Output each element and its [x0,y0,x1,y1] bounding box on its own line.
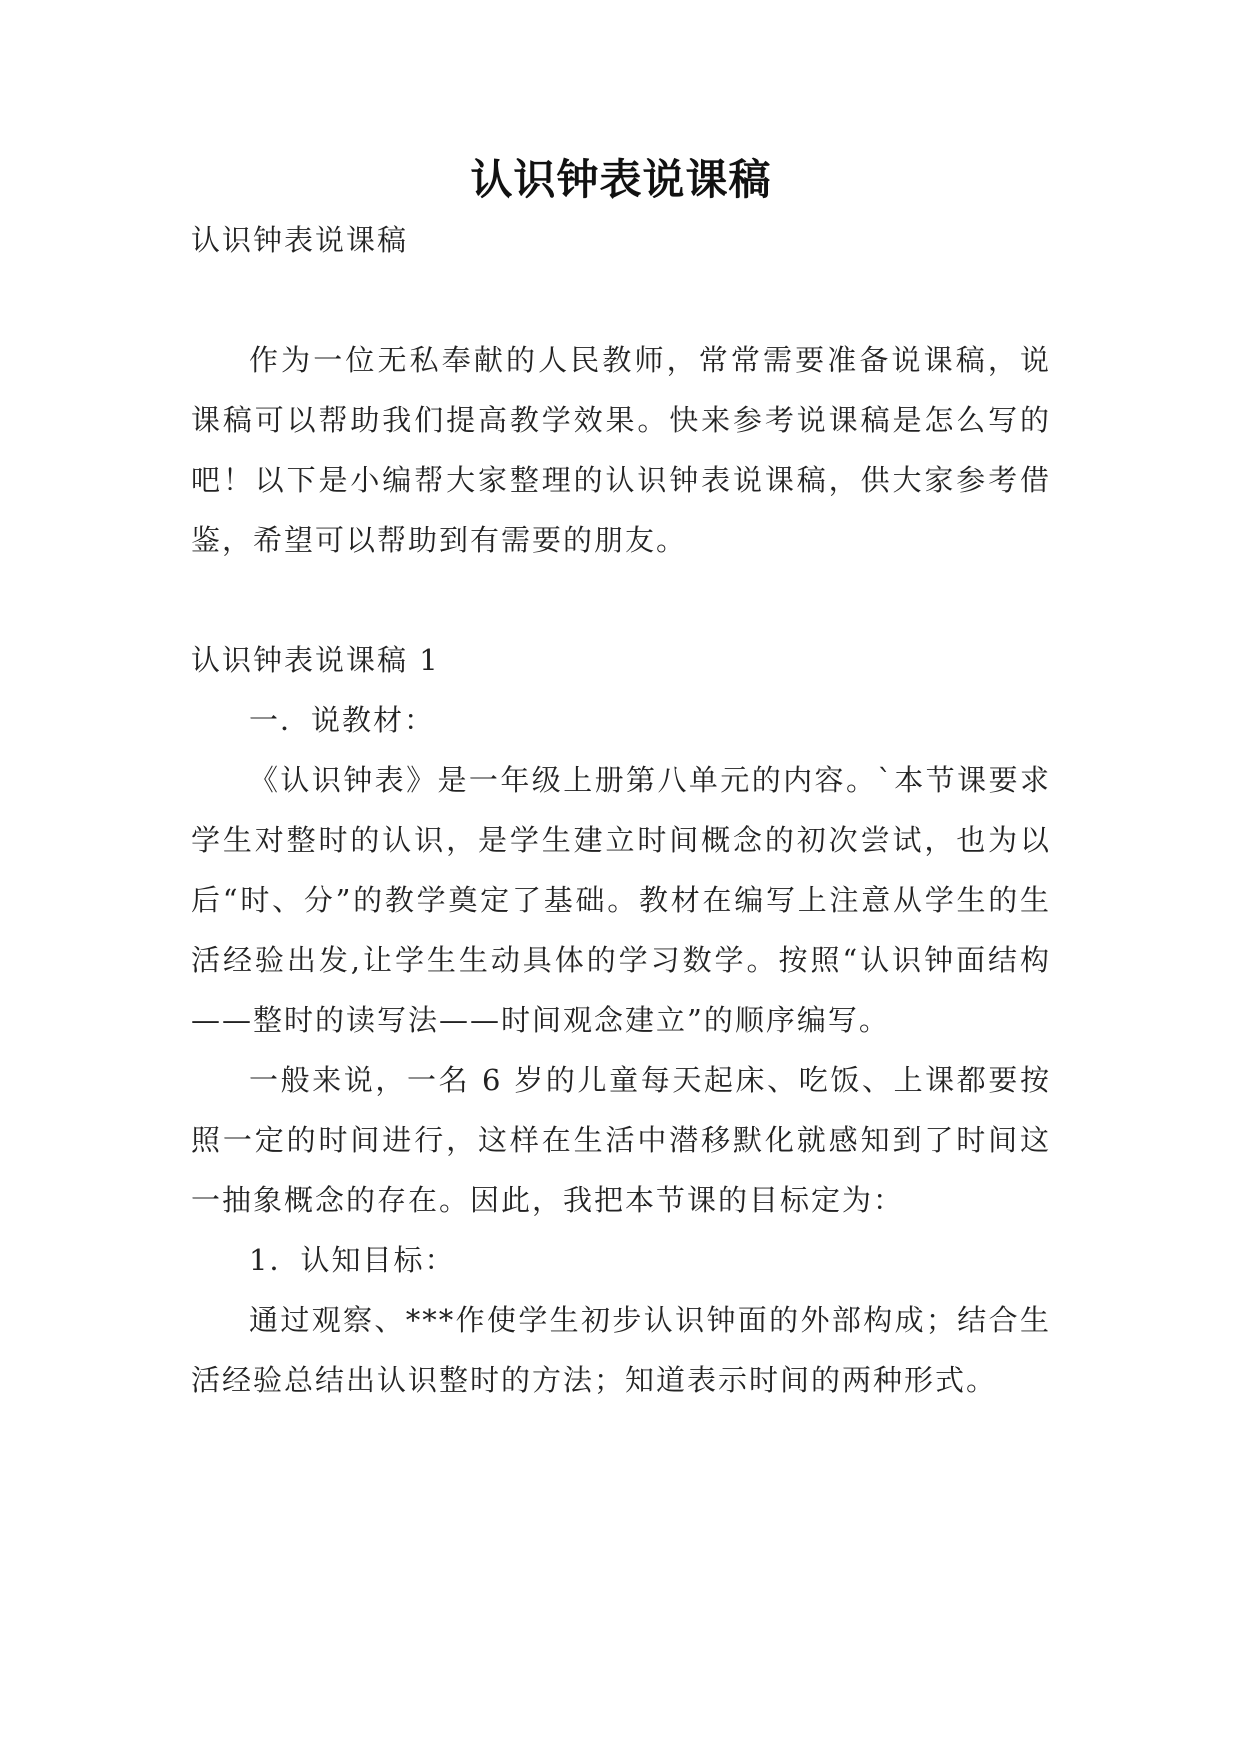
intro-paragraph: 作为一位无私奉献的人民教师，常常需要准备说课稿，说课稿可以帮助我们提高教学效果。快来参考说课稿是怎么写的吧！以下是小编帮大家整理的认识钟表说课稿，供大家参考借鉴，希望可以帮助到有需要的朋友。 [191,343,1051,557]
part-heading-material: 一．说教材： [249,703,436,737]
section-heading-1: 认识钟表说课稿 1 [191,643,440,677]
document-title: 认识钟表说课稿 [470,155,772,204]
goal-heading-cognitive: 1．认知目标： [249,1243,456,1277]
goal-paragraph-cognitive: 通过观察、***作使学生初步认识钟面的外部构成；结合生活经验总结出认识整时的方法；知道表示时间的两种形式。 [191,1303,1051,1397]
material-paragraph: 《认识钟表》是一年级上册第八单元的内容。`本节课要求学生对整时的认识，是学生建立时间概念的初次尝试，也为以后“时、分”的教学奠定了基础。教材在编写上注意从学生的生活经验出发,让学生生动具体的学习数学。按照“认识钟面结构——整时的读写法——时间观念建立”的顺序编写。 [191,763,1051,1037]
document-subtitle: 认识钟表说课稿 [191,223,409,257]
general-paragraph: 一般来说，一名 6 岁的儿童每天起床、吃饭、上课都要按照一定的时间进行，这样在生活中潜移默化就感知到了时间这一抽象概念的存在。因此，我把本节课的目标定为： [191,1063,1051,1217]
document-body [191,150,1051,1410]
